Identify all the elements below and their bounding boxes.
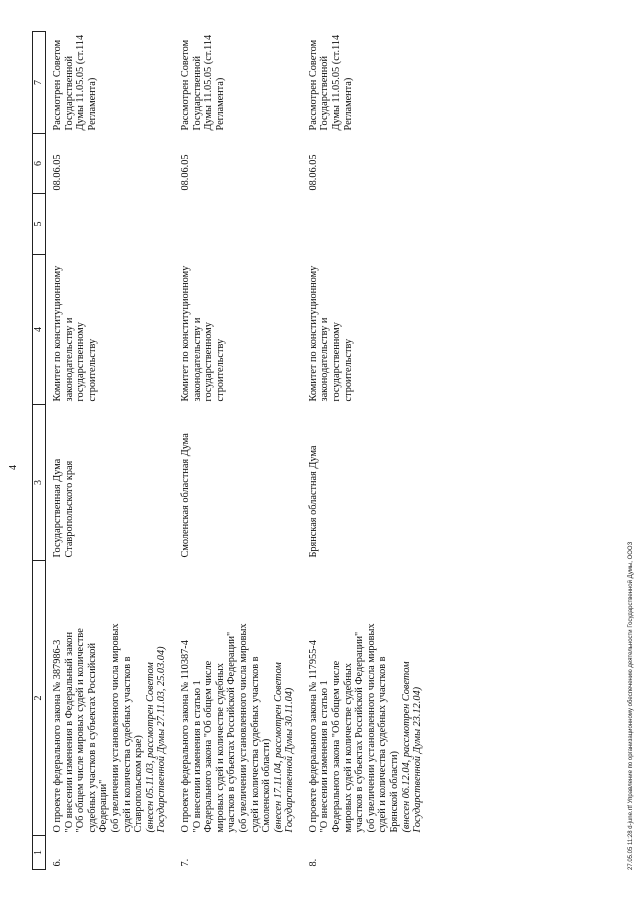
bill-line: Федерации" (98, 779, 110, 833)
bill-line: Федерального закона "Об общем числе (203, 660, 215, 833)
bill-line: Смоленской области) (261, 738, 273, 833)
row-number: 7. (179, 858, 191, 867)
column-header: 3 (33, 405, 46, 561)
bill-description (302, 561, 430, 836)
column-header: 6 (33, 134, 46, 194)
bill-line: (об увеличении установленного числа мировых (109, 623, 121, 833)
bill-line: мировых судей и количестве судебных (214, 663, 226, 833)
status: Рассмотрен Советом Государственной Думы 11.05.05 (ст.114 Регламента) (52, 34, 98, 131)
bill-line: О проекте федерального закона № 117955-4 (307, 640, 319, 833)
bill-line: "О внесении изменения в статью 1 (191, 680, 203, 833)
bill-line: (об увеличении установленного числа мировых (237, 623, 249, 833)
bill-line: судебных участков в субъектах Российской (86, 643, 98, 833)
bill-line: судей и количества судебных участков в (121, 656, 133, 833)
committee: Комитет по конституционному законодательству и государственному строительству (52, 265, 98, 402)
page-footer: 27.05.05 11:28 d-june.rtf Управление по организационному обеспечению деятельности Государственной Думы, ОООЗ (628, 541, 634, 870)
column-header: 5 (33, 194, 46, 255)
bill-line: судей и количества судебных участков в (377, 656, 389, 833)
column-number-row (33, 32, 46, 870)
column-header: 2 (33, 561, 46, 836)
column-5-cell (302, 194, 430, 255)
committee: Комитет по конституционному законодательству и государственному строительству (179, 265, 226, 402)
agenda-table (32, 31, 430, 870)
table-row (46, 32, 174, 870)
page-number: 4 (8, 465, 19, 470)
bill-note: Государственной Думы 23.12.04) (412, 686, 424, 833)
column-header: 4 (33, 255, 46, 405)
bill-line: Федерального закона "Об общем числе (331, 660, 343, 833)
status: Рассмотрен Советом Государственной Думы 11.05.05 (ст.114 Регламента) (179, 34, 226, 131)
status: Рассмотрен Советом Государственной Думы 11.05.05 (ст.114 Регламента) (307, 34, 354, 131)
bill-note: (внесен 05.11.03, рассмотрен Советом (144, 662, 156, 833)
column-5-cell (46, 194, 174, 255)
bill-line: участков в субъектах Российской Федерации" (226, 631, 238, 833)
bill-description (46, 561, 174, 836)
date: 08.06.05 (179, 154, 191, 191)
bill-line: Брянской области) (389, 751, 401, 833)
bill-line: Ставропольском крае) (133, 735, 145, 833)
column-header: 1 (33, 836, 46, 870)
bill-note: (внесен 17.11.04, рассмотрен Советом (272, 662, 284, 833)
bill-note: Государственной Думы 27.11.03, 25.03.04) (156, 646, 168, 833)
date: 08.06.05 (307, 154, 319, 191)
bill-note: (внесен 06.12.04, рассмотрен Советом (400, 661, 412, 833)
author: Брянская областная Дума (307, 445, 319, 558)
bill-note: Государственной Думы 30.11.04) (284, 687, 296, 833)
bill-line: (об увеличении установленного числа мировых (365, 623, 377, 833)
table-row (174, 32, 302, 870)
row-number: 6. (52, 858, 63, 867)
author: Государственная Дума Ставропольского края (52, 458, 75, 558)
bill-line: О проекте федерального закона № 387986-3 (52, 639, 63, 833)
bill-line: "О внесении изменения в статью 1 (319, 680, 331, 833)
committee: Комитет по конституционному законодательству и государственному строительству (307, 265, 354, 402)
bill-description (174, 561, 302, 836)
bill-line: судей и количества судебных участков в (249, 656, 261, 833)
bill-line: О проекте федерального закона № 110387-4 (179, 640, 191, 833)
row-number: 8. (307, 858, 319, 867)
author: Смоленская областная Дума (179, 433, 191, 558)
bill-line: участков в субъектах Российской Федерации" (354, 631, 366, 833)
table-row (302, 32, 430, 870)
column-5-cell (174, 194, 302, 255)
bill-line: "О внесении изменения в Федеральный закон (63, 632, 75, 833)
date: 08.06.05 (52, 154, 63, 191)
column-header: 7 (33, 32, 46, 134)
bill-line: "Об общем числе мировых судей и количестве (75, 628, 87, 833)
bill-line: мировых судей и количестве судебных (342, 663, 354, 833)
